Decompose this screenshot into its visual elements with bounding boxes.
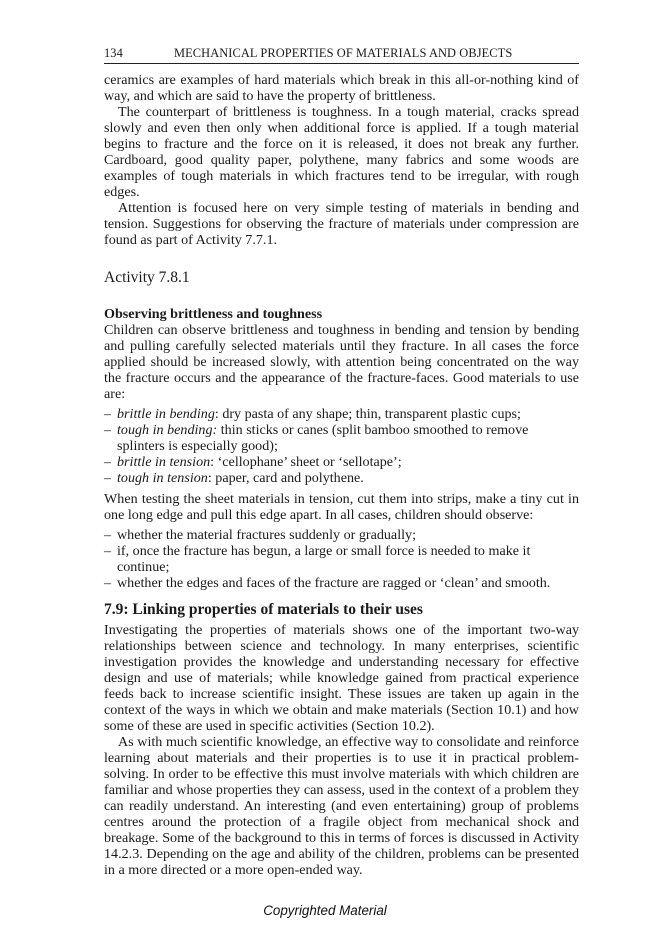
list-item-term: brittle in tension <box>117 454 211 470</box>
list-item <box>104 454 579 470</box>
list-item-text: whether the edges and faces of the fracture are ragged or ‘clean’ and smooth. <box>117 575 551 591</box>
list-item-text: thin sticks or canes (split bamboo smoothed to remove splinters is especially good); <box>117 422 529 454</box>
intro-paragraph-toughness: The counterpart of brittleness is toughness. In a tough material, cracks spread slowly and even then only when additional force is applied. If a tough material begins to fracture and the force on it is released, it does not break any further. Cardboard, good quality paper, polythene, many fabrics and some woods are examples of tough materials in which fractures tend to be irregular, with rough edges. <box>104 104 579 200</box>
running-header <box>104 44 579 64</box>
activity-subheading: Observing brittleness and toughness <box>104 306 323 322</box>
list-item-text: : ‘cellophane’ sheet or ‘sellotape’; <box>210 454 402 470</box>
list-item <box>104 527 579 543</box>
activity-heading: Activity 7.8.1 <box>104 269 190 286</box>
section-paragraph-1: Investigating the properties of materials shows one of the important two-way relationships between science and technology. In many enterprises, scientific investigation provides the knowledge and understanding necessary for effective design and use of materials; while knowledge gained from practical experience feeds back to increase scientific insight. These issues are taken up again in the context of the ways in which we obtain and make materials (Section 10.1) and how some of these are used in specific activities (Section 10.2). <box>104 622 579 734</box>
dash-bullet: – <box>104 454 112 470</box>
intro-paragraph-continued: ceramics are examples of hard materials which break in this all-or-nothing kind of way, and which are said to have the property of brittleness. <box>104 72 579 104</box>
list-item <box>104 422 579 454</box>
section-heading: 7.9: Linking properties of materials to their uses <box>104 601 423 618</box>
intro-paragraph-attention: Attention is focused here on very simple testing of materials in bending and tension. Suggestions for observing the fracture of materials under compression are found as part of Activity 7.7.1. <box>104 200 579 248</box>
activity-paragraph-2: When testing the sheet materials in tension, cut them into strips, make a tiny cut in one long edge and pull this edge apart. In all cases, children should observe: <box>104 491 579 523</box>
section-paragraph-2: As with much scientific knowledge, an effective way to consolidate and reinforce learning about materials and their properties is to use it in practical problem-solving. In order to be effective this must involve materials with which children are familiar and whose properties they can assess, used in the context of a problem they can readily understand. An interesting (and even entertaining) group of problems centres around the protection of a fragile object from mechanical shock and breakage. Some of the background to this in terms of forces is discussed in Activity 14.2.3. Depending on the age and ability of the children, problems can be presented in a more directed or a more open-ended way. <box>104 734 579 878</box>
page-body <box>104 72 579 878</box>
copyright-watermark: Copyrighted Material <box>263 903 387 918</box>
list-item-term: tough in tension <box>117 470 208 486</box>
running-title: MECHANICAL PROPERTIES OF MATERIALS AND OBJECTS <box>174 46 513 60</box>
list-item-term: brittle in bending <box>117 406 215 422</box>
list-item <box>104 470 579 486</box>
list-item-term: tough in bending: <box>117 422 218 438</box>
materials-list <box>104 406 579 486</box>
dash-bullet: – <box>104 543 112 559</box>
dash-bullet: – <box>104 527 112 543</box>
page-number: 134 <box>104 46 123 60</box>
dash-bullet: – <box>104 406 112 422</box>
observe-list <box>104 527 579 591</box>
dash-bullet: – <box>104 470 112 486</box>
list-item-text: : dry pasta of any shape; thin, transparent plastic cups; <box>214 406 521 422</box>
list-item <box>104 406 579 422</box>
list-item <box>104 575 579 591</box>
list-item-text: if, once the fracture has begun, a large or small force is needed to make it continue; <box>117 543 531 575</box>
list-item-text: : paper, card and polythene. <box>207 470 364 486</box>
list-item <box>104 543 579 575</box>
list-item-text: whether the material fractures suddenly or gradually; <box>117 527 416 543</box>
dash-bullet: – <box>104 422 112 438</box>
activity-paragraph: Children can observe brittleness and toughness in bending and tension by bending and pulling carefully selected materials until they fracture. In all cases the force applied should be increased slowly, with attention being concentrated on the way the fracture occurs and the appearance of the fracture-faces. Good materials to use are: <box>104 322 579 402</box>
dash-bullet: – <box>104 575 112 591</box>
